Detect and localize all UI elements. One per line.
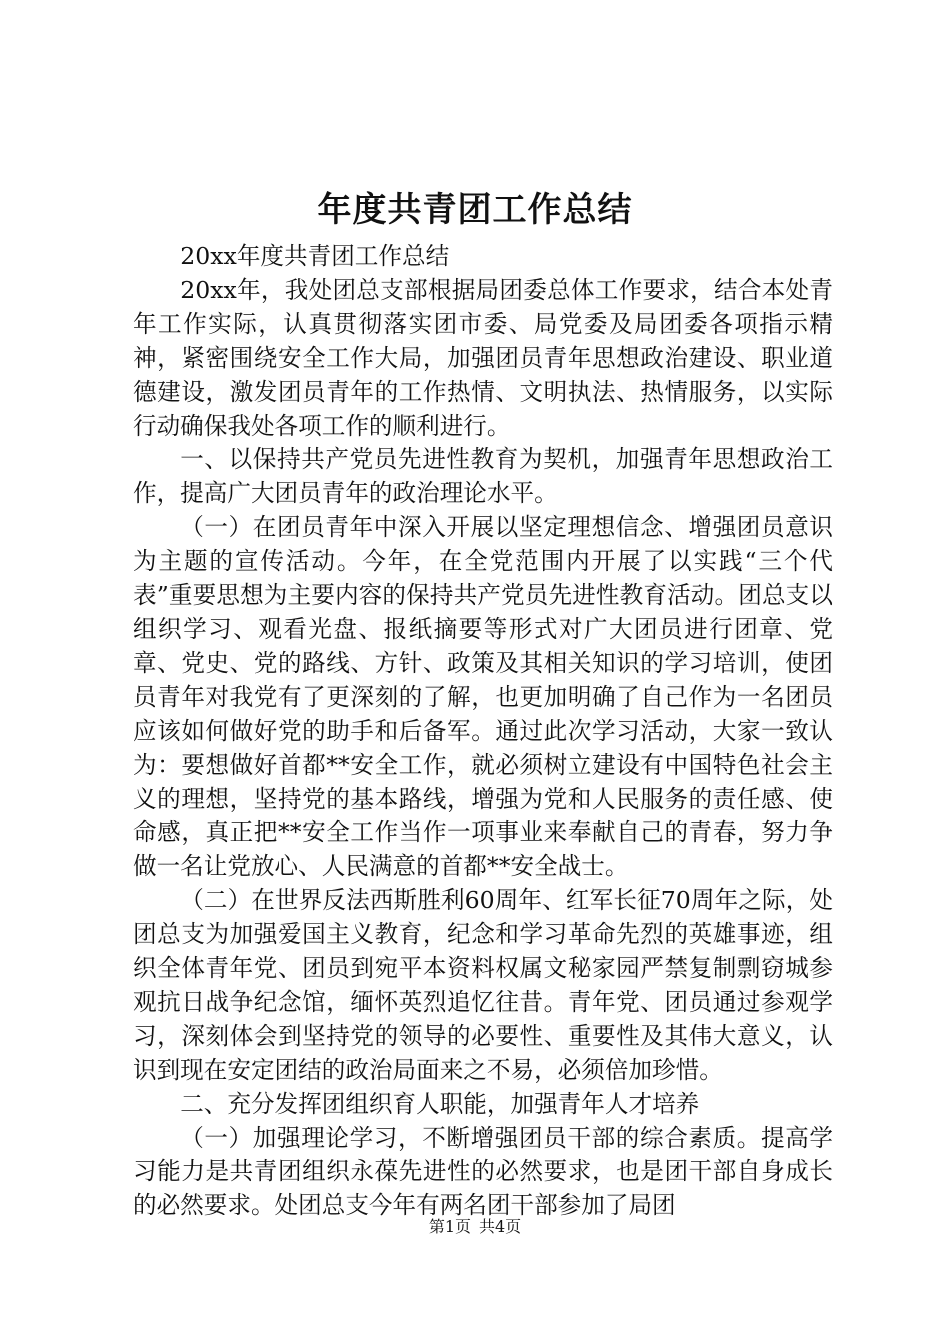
paragraph-subtitle: 20xx年度共青团工作总结	[180, 242, 450, 270]
paragraph-intro: 20xx年，我处团总支部根据局团委总体工作要求，结合本处青年工作实际，认真贯彻落实团市委、局党委及局团委各项指示精神，紧密围绕安全工作大局，加强团员青年思想政治建设、职业道德建设，激发团员青年的工作热情、文明执法、热情服务，以实际行动确保我处各项工作的顺利进行。	[133, 275, 833, 440]
page-number: 第1页	[428, 1217, 471, 1236]
paragraph-section-1-heading: 一、以保持共产党员先进性教育为契机，加强青年思想政治工作，提高广大团员青年的政治理论水平。	[133, 445, 833, 508]
document-title: 年度共青团工作总结	[317, 190, 633, 230]
paragraph-section-1-item-1: （一）在团员青年中深入开展以坚定理想信念、增强团员意识为主题的宣传活动。今年，在全党范围内开展了以实践“三个代表”重要思想为主要内容的保持共产党员先进性教育活动。团总支以组织学习、观看光盘、报纸摘要等形式对广大团员进行团章、党章、党史、党的路线、方针、政策及其相关知识的学习培训，使团员青年对我党有了更深刻的了解，也更加明确了自己作为一名团员应该如何做好党的助手和后备军。通过此次学习活动，大家一致认为：要想做好首都**安全工作，就必须树立建设有中国特色社会主义的理想，坚持党的基本路线，增强为党和人民服务的责任感、使命感，真正把**安全工作当作一项事业来奉献自己的青春，努力争做一名让党放心、人民满意的首都**安全战士。	[133, 513, 833, 881]
paragraph-section-2-heading: 二、充分发挥团组织育人职能，加强青年人才培养	[180, 1089, 700, 1118]
document-body	[133, 240, 833, 1223]
page-total: 共4页	[479, 1217, 522, 1236]
paragraph-section-2-item-1: （一）加强理论学习，不断增强团员干部的综合素质。提高学习能力是共青团组织永葆先进性的必然要求，也是团干部自身成长的必然要求。处团总支今年有两名团干部参加了局团	[133, 1123, 833, 1220]
paragraph-section-1-item-2: （二）在世界反法西斯胜利60周年、红军长征70周年之际，处团总支为加强爱国主义教育，纪念和学习革命先烈的英雄事迹，组织全体青年党、团员到宛平本资料权属文秘家园严禁复制剽窃城参观抗日战争纪念馆，缅怀英烈追忆往昔。青年党、团员通过参观学习，深刻体会到坚持党的领导的必要性、重要性及其伟大意义，认识到现在安定团结的政治局面来之不易，必须倍加珍惜。	[133, 886, 833, 1084]
page-footer	[0, 1216, 950, 1238]
